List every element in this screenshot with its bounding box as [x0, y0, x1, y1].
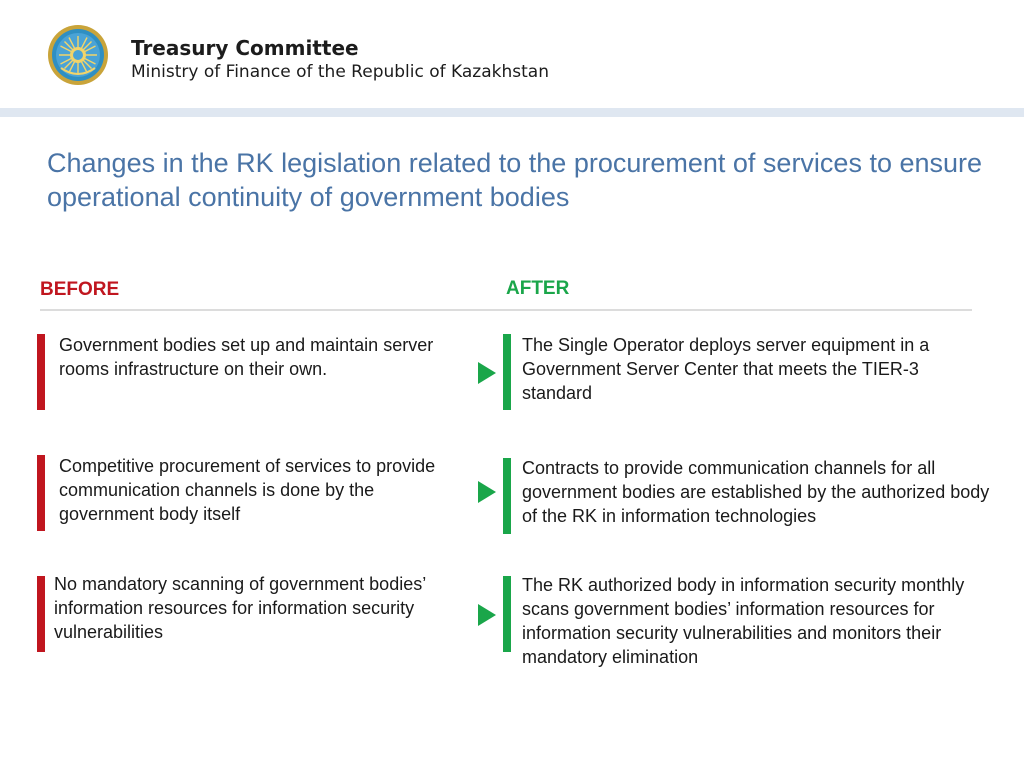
arrow-right-icon — [478, 481, 496, 503]
column-divider — [40, 309, 972, 311]
after-text-row-2: Contracts to provide communication channels for all government bodies are established by the authorized body of the RK in information technologies — [522, 458, 990, 526]
state-emblem-icon — [47, 24, 109, 86]
before-marker-bar — [37, 576, 45, 652]
org-title: Treasury Committee — [131, 36, 359, 60]
before-marker-bar — [37, 334, 45, 410]
before-text-row-3: No mandatory scanning of government bodies’ information resources for information security vulnerabilities — [54, 574, 426, 642]
arrow-right-icon — [478, 604, 496, 626]
after-marker-bar — [503, 458, 511, 534]
before-text-row-1: Government bodies set up and maintain server rooms infrastructure on their own. — [59, 335, 434, 379]
after-marker-bar — [503, 576, 511, 652]
after-text-row-3: The RK authorized body in information security monthly scans government bodies’ information resources for information security vulnerabilities and monitors their mandatory elimination — [522, 575, 965, 667]
before-text-row-2: Competitive procurement of services to provide communication channels is done by the government body itself — [59, 456, 436, 524]
before-marker-bar — [37, 455, 45, 531]
after-text-row-1: The Single Operator deploys server equipment in a Government Server Center that meets the TIER-3 standard — [522, 335, 930, 403]
header-band — [0, 108, 1024, 117]
after-marker-bar — [503, 334, 511, 410]
org-subtitle: Ministry of Finance of the Republic of Kazakhstan — [131, 62, 549, 82]
slide-title: Changes in the RK legislation related to the procurement of services to ensure operational continuity of government bodies — [47, 148, 983, 212]
arrow-right-icon — [478, 362, 496, 384]
before-column-label: BEFORE — [40, 279, 120, 300]
after-column-label: AFTER — [506, 278, 570, 299]
